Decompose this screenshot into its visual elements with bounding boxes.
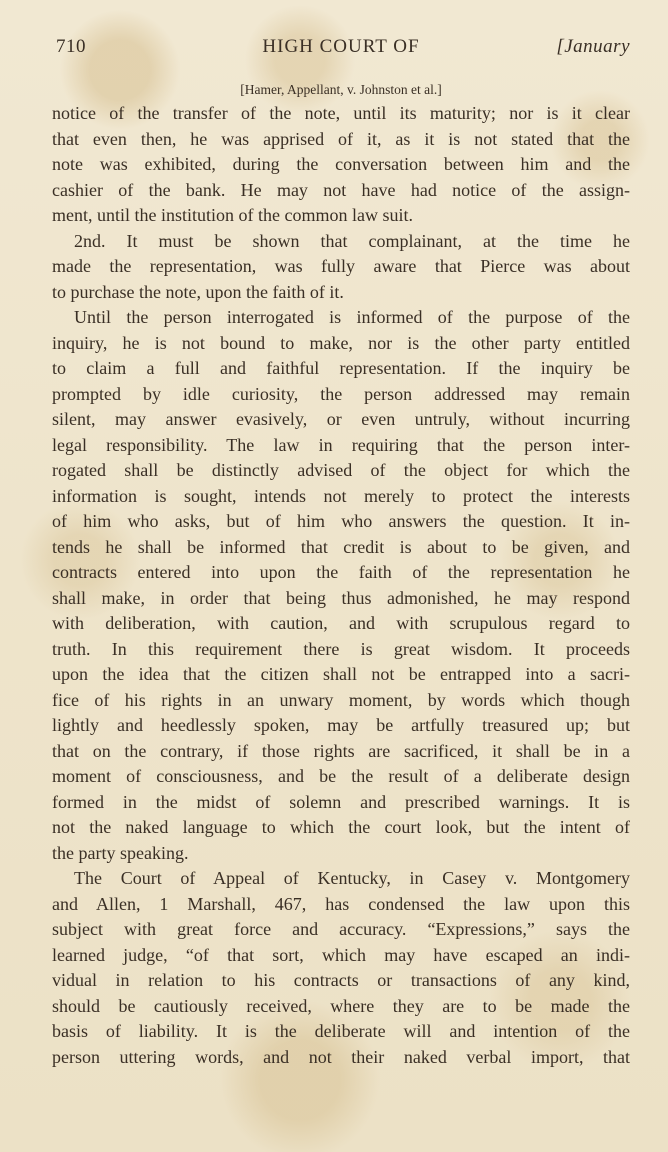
- text-line: notice of the transfer of the note, until its maturity; nor is it clear: [52, 103, 630, 123]
- text-line: note was exhibited, during the conversation between him and the: [52, 154, 630, 174]
- text-line: legal responsibility. The law in requiring that the person inter-: [52, 434, 630, 455]
- text-line: cashier of the bank. He may not have had notice of the assign-: [52, 179, 630, 200]
- text-line: The Court of Appeal of Kentucky, in Casey v. Montgomery: [74, 868, 630, 888]
- text-line: Until the person interrogated is informed of the purpose of the: [74, 307, 630, 327]
- text-line: basis of liability. It is the deliberate will and intention of the: [52, 1021, 630, 1041]
- text-line: that on the contrary, if those rights are sacrificed, it shall be in a: [52, 740, 630, 761]
- text-line: the party speaking.: [52, 842, 189, 863]
- page-number: 710: [56, 36, 86, 57]
- case-caption: [Hamer, Appellant, v. Johnston et al.]: [240, 82, 442, 97]
- text-line: upon the idea that the citizen shall not be entrapped into a sacri-: [52, 664, 630, 684]
- text-line: that even then, he was apprised of it, as it is not stated that the: [52, 128, 630, 149]
- text-line: and Allen, 1 Marshall, 467, has condensed the law upon this: [52, 893, 630, 914]
- text-line: ment, until the institution of the common law suit.: [52, 205, 413, 225]
- text-line: learned judge, “of that sort, which may have escaped an indi-: [52, 944, 630, 965]
- text-line: truth. In this requirement there is great wisdom. It proceeds: [52, 638, 630, 659]
- text-line: to claim a full and faithful representation. If the inquiry be: [52, 358, 630, 378]
- text-line: subject with great force and accuracy. “Expressions,” says the: [52, 919, 630, 939]
- text-line: not the naked language to which the court look, but the intent of: [52, 817, 630, 837]
- text-line: prompted by idle curiosity, the person addressed may remain: [52, 383, 630, 404]
- text-line: fice of his rights in an unwary moment, by words which though: [52, 689, 630, 710]
- text-line: lightly and heedlessly spoken, may be artfully treasured up; but: [52, 715, 630, 735]
- text-line: 2nd. It must be shown that complainant, at the time he: [74, 230, 630, 251]
- text-line: to purchase the note, upon the faith of it.: [52, 281, 344, 302]
- body-text: [52, 101, 630, 1070]
- text-line: rogated shall be distinctly advised of the object for which the: [52, 460, 630, 480]
- text-line: shall make, in order that being thus admonished, he may respond: [52, 587, 630, 608]
- header-month: [January: [556, 36, 630, 57]
- text-line: formed in the midst of solemn and prescribed warnings. It is: [52, 791, 630, 812]
- court-title: HIGH COURT OF: [262, 36, 420, 57]
- text-line: person uttering words, and not their naked verbal import, that: [52, 1046, 630, 1067]
- running-header: [52, 36, 630, 66]
- text-line: should be cautiously received, where they are to be made the: [52, 995, 630, 1016]
- text-line: vidual in relation to his contracts or transactions of any kind,: [52, 970, 630, 990]
- text-line: made the representation, was fully aware that Pierce was about: [52, 256, 630, 276]
- text-line: information is sought, intends not merely to protect the interests: [52, 485, 630, 506]
- text-line: with deliberation, with caution, and with scrupulous regard to: [52, 613, 630, 633]
- text-line: moment of consciousness, and be the result of a deliberate design: [52, 766, 630, 786]
- text-line: tends he shall be informed that credit is about to be given, and: [52, 536, 630, 557]
- text-line: contracts entered into upon the faith of the representation he: [52, 562, 630, 582]
- text-line: of him who asks, but of him who answers the question. It in-: [52, 511, 630, 531]
- text-line: silent, may answer evasively, or even untruly, without incurring: [52, 409, 630, 429]
- text-line: inquiry, he is not bound to make, nor is the other party entitled: [52, 332, 630, 353]
